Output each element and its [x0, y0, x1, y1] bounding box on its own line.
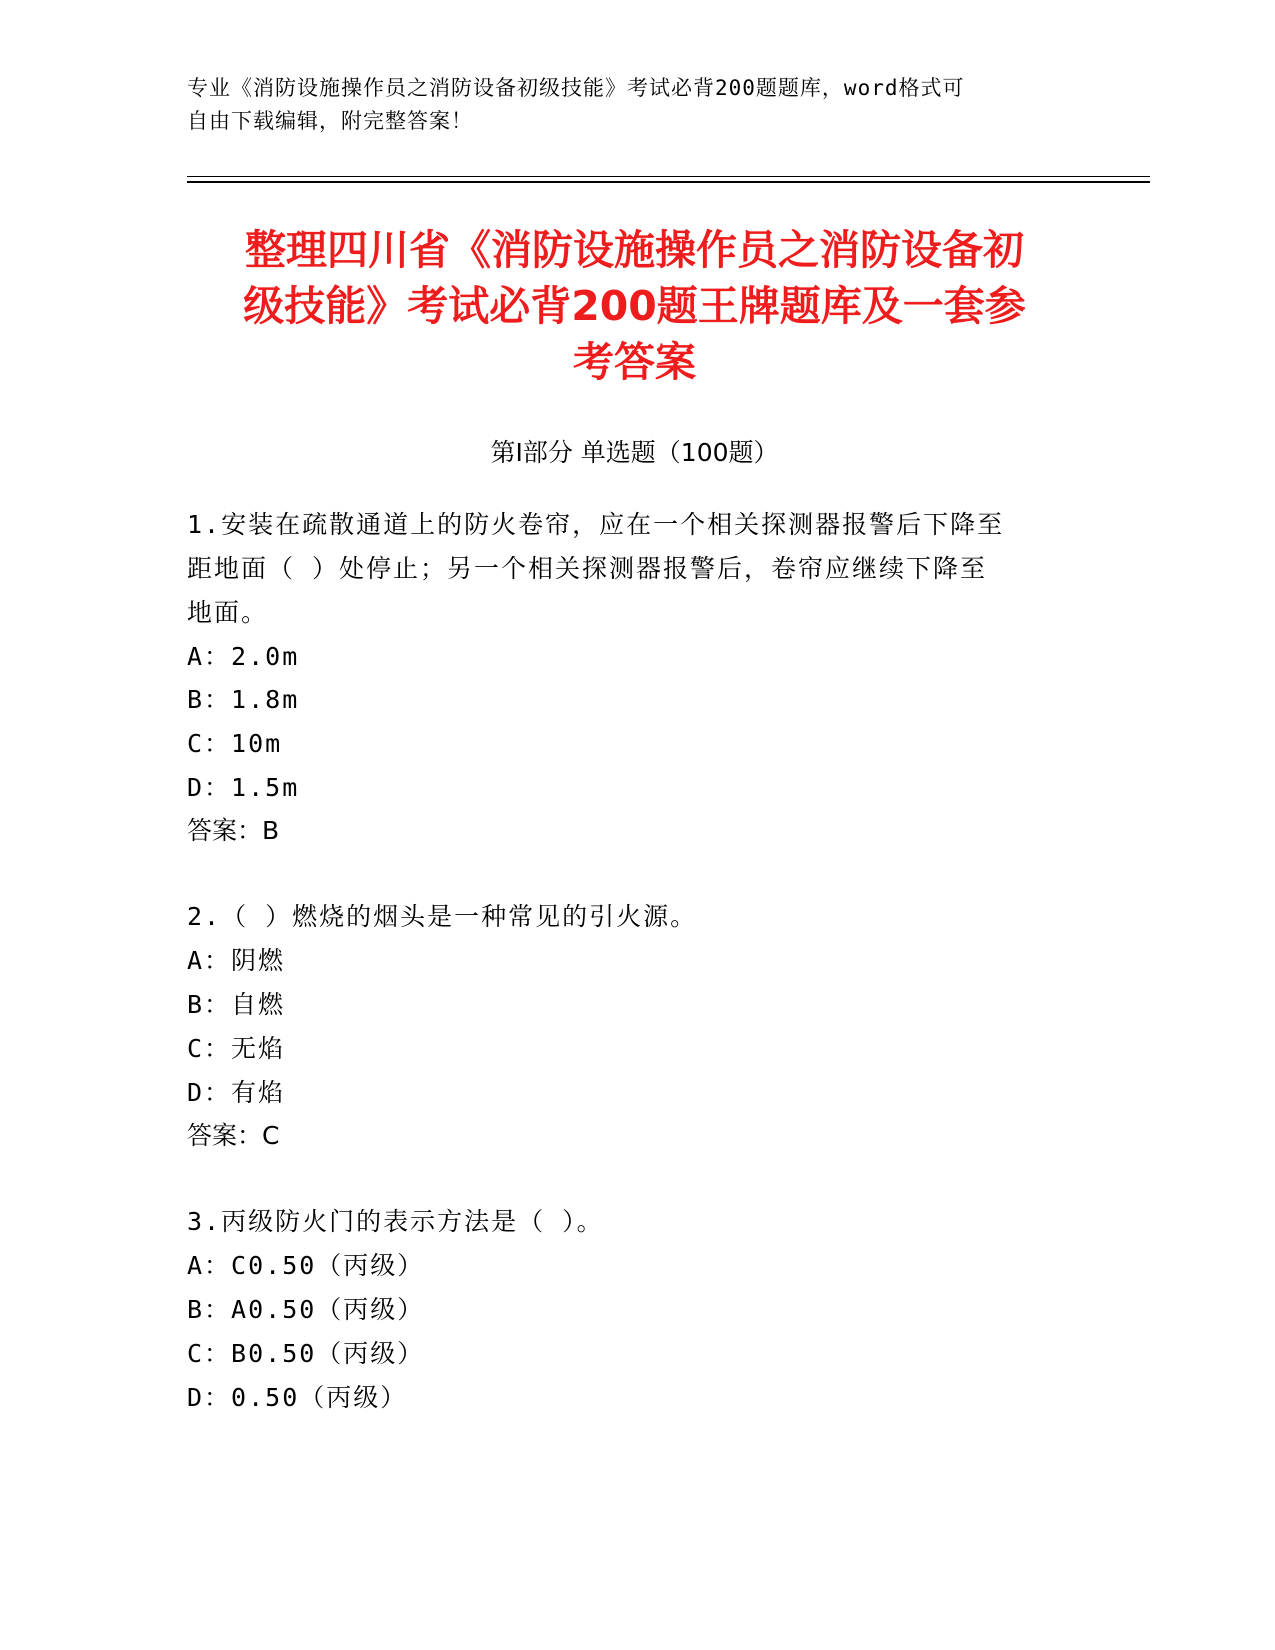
header-rule-thick [187, 181, 1150, 183]
question-3-option-d: D：0.50（丙级） [187, 1383, 408, 1412]
question-3-option-b: B：A0.50（丙级） [187, 1295, 425, 1324]
question-3-option-c: C：B0.50（丙级） [187, 1339, 425, 1368]
title-line: 级技能》考试必背200题王牌题库及一套参 [243, 282, 1026, 330]
question-1-option-b: B：1.8m [187, 685, 300, 714]
question-1-option-a: A：2.0m [187, 642, 300, 671]
header-note-line: 自由下载编辑，附完整答案！ [187, 109, 473, 133]
question-1-stem-line: 地面。 [187, 598, 269, 627]
question-2-option-b: B：自燃 [187, 990, 286, 1019]
question-2-option-d: D：有焰 [187, 1078, 286, 1107]
question-3-option-a: A：C0.50（丙级） [187, 1251, 425, 1280]
question-1-option-d: D：1.5m [187, 773, 300, 802]
question-2-stem-line: 2.（ ）燃烧的烟头是一种常见的引火源。 [187, 902, 698, 931]
question-2-option-c: C：无焰 [187, 1034, 286, 1063]
question-1-stem-line: 1.安装在疏散通道上的防火卷帘，应在一个相关探测器报警后下降至 [187, 510, 1005, 539]
question-1-answer: 答案：B [187, 816, 280, 845]
header-note-line: 专业《消防设施操作员之消防设备初级技能》考试必背200题题库，word格式可 [187, 76, 965, 100]
section-heading: 第Ⅰ部分 单选题（100题） [490, 438, 779, 467]
question-3-stem-line: 3.丙级防火门的表示方法是（ ）。 [187, 1207, 604, 1236]
question-1-option-c: C：10m [187, 729, 283, 758]
title-line: 整理四川省《消防设施操作员之消防设备初 [245, 226, 1024, 274]
question-2-option-a: A：阴燃 [187, 946, 286, 975]
title-line: 考答案 [573, 338, 696, 386]
question-1-stem-line: 距地面（ ）处停止；另一个相关探测器报警后，卷帘应继续下降至 [187, 554, 988, 583]
document-title [187, 222, 1082, 390]
header-rule-thin [187, 176, 1150, 177]
header-note [187, 72, 1067, 138]
question-2-answer: 答案：C [187, 1121, 280, 1150]
